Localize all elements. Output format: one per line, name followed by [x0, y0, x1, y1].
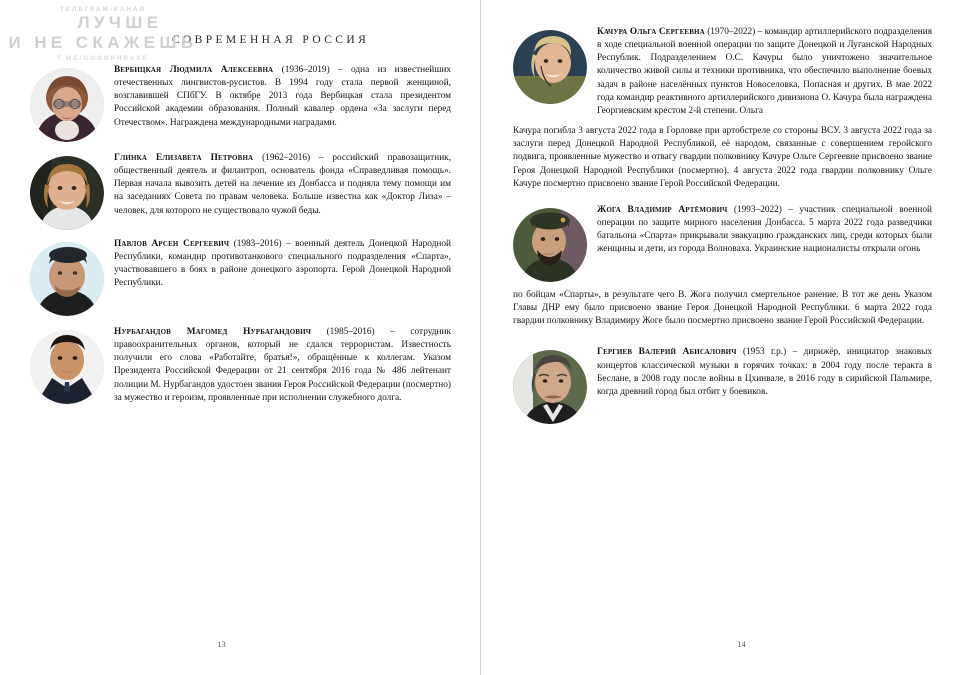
entry-body: [114, 238, 451, 291]
portrait-image: [513, 30, 587, 104]
page-number-left: 13: [217, 639, 226, 649]
person-description: – военный деятель Донецкой Народной Республики, командир противотанкового специального подразделения «Спарта», участвовавшего в боях в районе донецкого аэропорта. Герой Донецкой Народной Республики.: [114, 239, 452, 289]
portrait-image: [30, 242, 104, 316]
portrait-zhoga: [513, 204, 587, 282]
biography-entry: [30, 326, 451, 405]
page-number-right: 14: [737, 639, 746, 649]
person-years: (1953 г.р.): [742, 347, 787, 358]
entry-body: [114, 152, 451, 218]
biography-text: [597, 26, 932, 118]
biography-entry: [513, 204, 932, 282]
biography-entry: [30, 64, 451, 142]
watermark-bottom-label: T.ME/GOODPHRASE: [56, 55, 149, 62]
portrait-image: [30, 156, 104, 230]
watermark-line-1: ЛУЧШЕ: [77, 13, 163, 32]
biography-entry: [513, 346, 932, 424]
person-years: (1993–2022): [733, 204, 782, 215]
portrait-image: [30, 68, 104, 142]
biography-text: [114, 64, 451, 130]
person-name: Павлов Арсен Сергеевич: [114, 239, 230, 249]
person-years: (1970–2022): [707, 27, 756, 37]
person-description: – участник специальной военной операции по защите мирного населения Донбасса. 5 марта 2022 года разведчики батальона «Спарта» прикрывали эвакуацию гражданских лиц, среди которых были женщины и дети, из города Волноваха. Украинские националисты открыли огонь: [597, 204, 932, 255]
portrait-pavlov: [30, 238, 104, 316]
biography-entry: [30, 152, 451, 230]
biography-continuation: Качура погибла 3 августа 2022 года в Горловке при артобстреле со стороны ВСУ. 3 августа 2022 года за заслуги перед Донецкой Народной Республикой, её народом, связанные с совершением геройского подвига, проявленные мужество и отвагу гвардии полковнику Качуре Ольге Сергеевне присвоено звание Героя Донецкой Народной Республики (посмертно). 4 августа 2022 года гвардии полковнику Ольге Качуре посмертно присвоено звание Герой Российской Федерации.: [513, 126, 932, 189]
biography-text: [114, 326, 451, 405]
entry-body: [597, 346, 932, 399]
person-years: (1985–2016): [326, 327, 375, 337]
biography-continuation: по бойцам «Спарты», в результате чего В. Жога получил смертельное ранение. В тот же день Указом Главы ДНР ему было присвоено звание Героя Донецкой Народной Республики. 6 марта 2022 года гвардии полковнику Владимиру Жоге было посмертно присвоено звание Герой Российской Федерации.: [513, 289, 932, 327]
portrait-kachura: [513, 26, 587, 104]
biography-text: [114, 238, 451, 291]
person-name: Глинка Елизавета Петровна: [114, 153, 254, 163]
portrait-glinka: [30, 152, 104, 230]
portrait-image: [513, 350, 587, 424]
person-description: – одна из известнейших отечественных лингвистов-русистов. В 1994 году стала первой женщиной, возглавившей СПбГУ. В октябре 2013 года Вербицкая стала президентом Российской академии образования. Полный кавалер ордена «За заслуги перед Отечеством». Награждена международными наградами.: [114, 65, 452, 128]
portrait-image: [30, 330, 104, 404]
biography-entry: [30, 238, 451, 316]
person-name: Жога Владимир Артёмович: [597, 204, 728, 215]
person-name: Нурбагандов Магомед Нурбагандович: [114, 327, 312, 337]
running-head-title: СОВРЕМЕННАЯ РОССИЯ: [171, 34, 370, 46]
person-years: (1962–2016): [262, 153, 311, 163]
person-description: – дирижёр, инициатор знаковых концертов классической музыки в горячих точках: в 2004 году после теракта в Беслане, в 2008 году после войны в Цхинвале, в 2016 году в сирийской Пальмире, когда древний город был отбит у боевиков.: [597, 347, 932, 397]
biography-entry: [513, 26, 932, 118]
person-name: Гергиев Валерий Абисалович: [597, 347, 737, 358]
entry-body: [597, 26, 932, 118]
person-name: Вербицкая Людмила Алексеевна: [114, 65, 274, 75]
person-years: (1983–2016): [233, 239, 282, 249]
entry-body: [114, 326, 451, 405]
person-name: Качура Ольга Сергеевна: [597, 27, 705, 37]
biography-text: [114, 152, 451, 218]
person-description: – командир артиллерийского подразделения в ходе специальной военной операции по защите Донецкой и Луганской Народных Республик. Подразделением О.С. Качуры было уничтожено значительное количество живой силы и техники противника, что обеспечило выполнение боевых задач в районе населённых пунктов Новоселовка, Попасная и других. В мае 2022 года командир реактивного артиллерийского дивизиона О. Качура была награждена Георгиевским крестом 2-й степени. Ольга: [597, 27, 932, 116]
entry-body: [114, 64, 451, 130]
portrait-nurbagandov: [30, 326, 104, 404]
page-right: [481, 0, 960, 675]
watermark-line-2: И НЕ СКАЖЕШЬ: [8, 33, 198, 52]
biography-text: [597, 204, 932, 257]
portrait-image: [513, 208, 587, 282]
person-years: (1936–2019): [281, 65, 330, 75]
portrait-gergiev: [513, 346, 587, 424]
watermark-top-label: ТЕЛЕГРАМ-КАНАЛ: [59, 6, 147, 13]
entry-body: [597, 204, 932, 257]
person-description: – российский правозащитник, общественный деятель и филантроп, основатель фонда «Справедливая помощь». Первая начала вывозить детей на лечение из Донбасса и подняла тему помощи им на заседаниях Совета по правам человека. Больше известна как «Доктор Лиза» – человек, для которого не существовало чужой беды.: [114, 153, 452, 216]
portrait-verbitskaya: [30, 64, 104, 142]
person-description: – сотрудник правоохранительных органов, который не сдался террористам. Известность получили его слова «Работайте, братья!», обращённые к коллегам. Указом Президента Российской Федерации от 21 сентября 2016 года № 486 лейтенант полиции М. Нурбагандов удостоен звания Героя Российской Федерации (посмертно) за мужество и героизм, проявленные при исполнении служебного долга.: [114, 327, 451, 403]
biography-text: [597, 346, 932, 399]
